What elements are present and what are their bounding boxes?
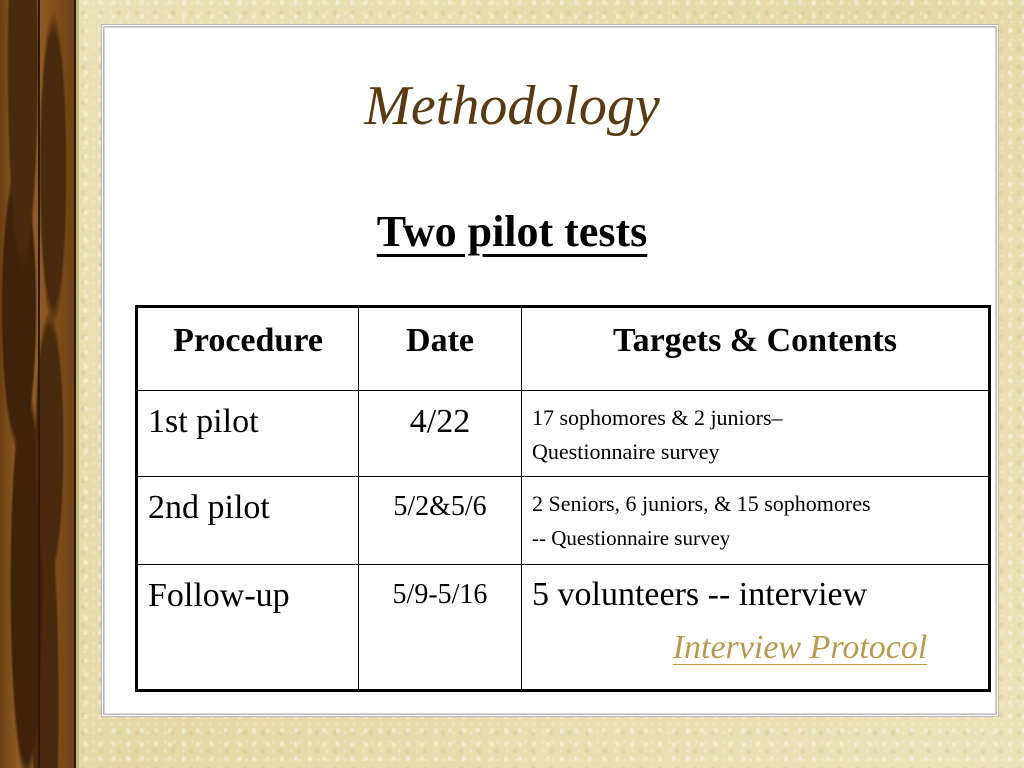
table-row — [137, 564, 990, 690]
targets-cell — [522, 391, 990, 477]
slide-subtitle-container — [0, 207, 1024, 256]
pilot-tests-table — [135, 305, 991, 692]
targets-cell — [522, 564, 990, 690]
slide-title: Methodology — [364, 75, 660, 137]
targets-line: Questionnaire survey — [532, 439, 720, 465]
procedure-cell: 1st pilot — [137, 391, 359, 477]
procedure-cell: Follow-up — [137, 564, 359, 690]
targets-line: 17 sophomores & 2 juniors– — [532, 405, 783, 431]
targets-line: 2 Seniors, 6 juniors, & 15 sophomores — [532, 491, 871, 517]
header-targets-contents: Targets & Contents — [522, 307, 990, 391]
interview-protocol-link[interactable]: Interview Protocol — [672, 629, 928, 667]
procedure-cell: 2nd pilot — [137, 477, 359, 564]
header-date: Date — [359, 307, 522, 391]
date-cell: 4/22 — [359, 391, 522, 477]
table-row — [137, 391, 990, 477]
targets-cell — [522, 477, 990, 564]
slide-subtitle: Two pilot tests — [376, 207, 648, 256]
date-cell: 5/2&5/6 — [359, 477, 522, 564]
targets-line: 5 volunteers -- interview — [532, 575, 868, 613]
header-procedure: Procedure — [137, 307, 359, 391]
targets-line: -- Questionnaire survey — [532, 526, 731, 551]
date-cell: 5/9-5/16 — [359, 564, 522, 690]
table-header-row — [137, 307, 990, 391]
table-row — [137, 477, 990, 564]
